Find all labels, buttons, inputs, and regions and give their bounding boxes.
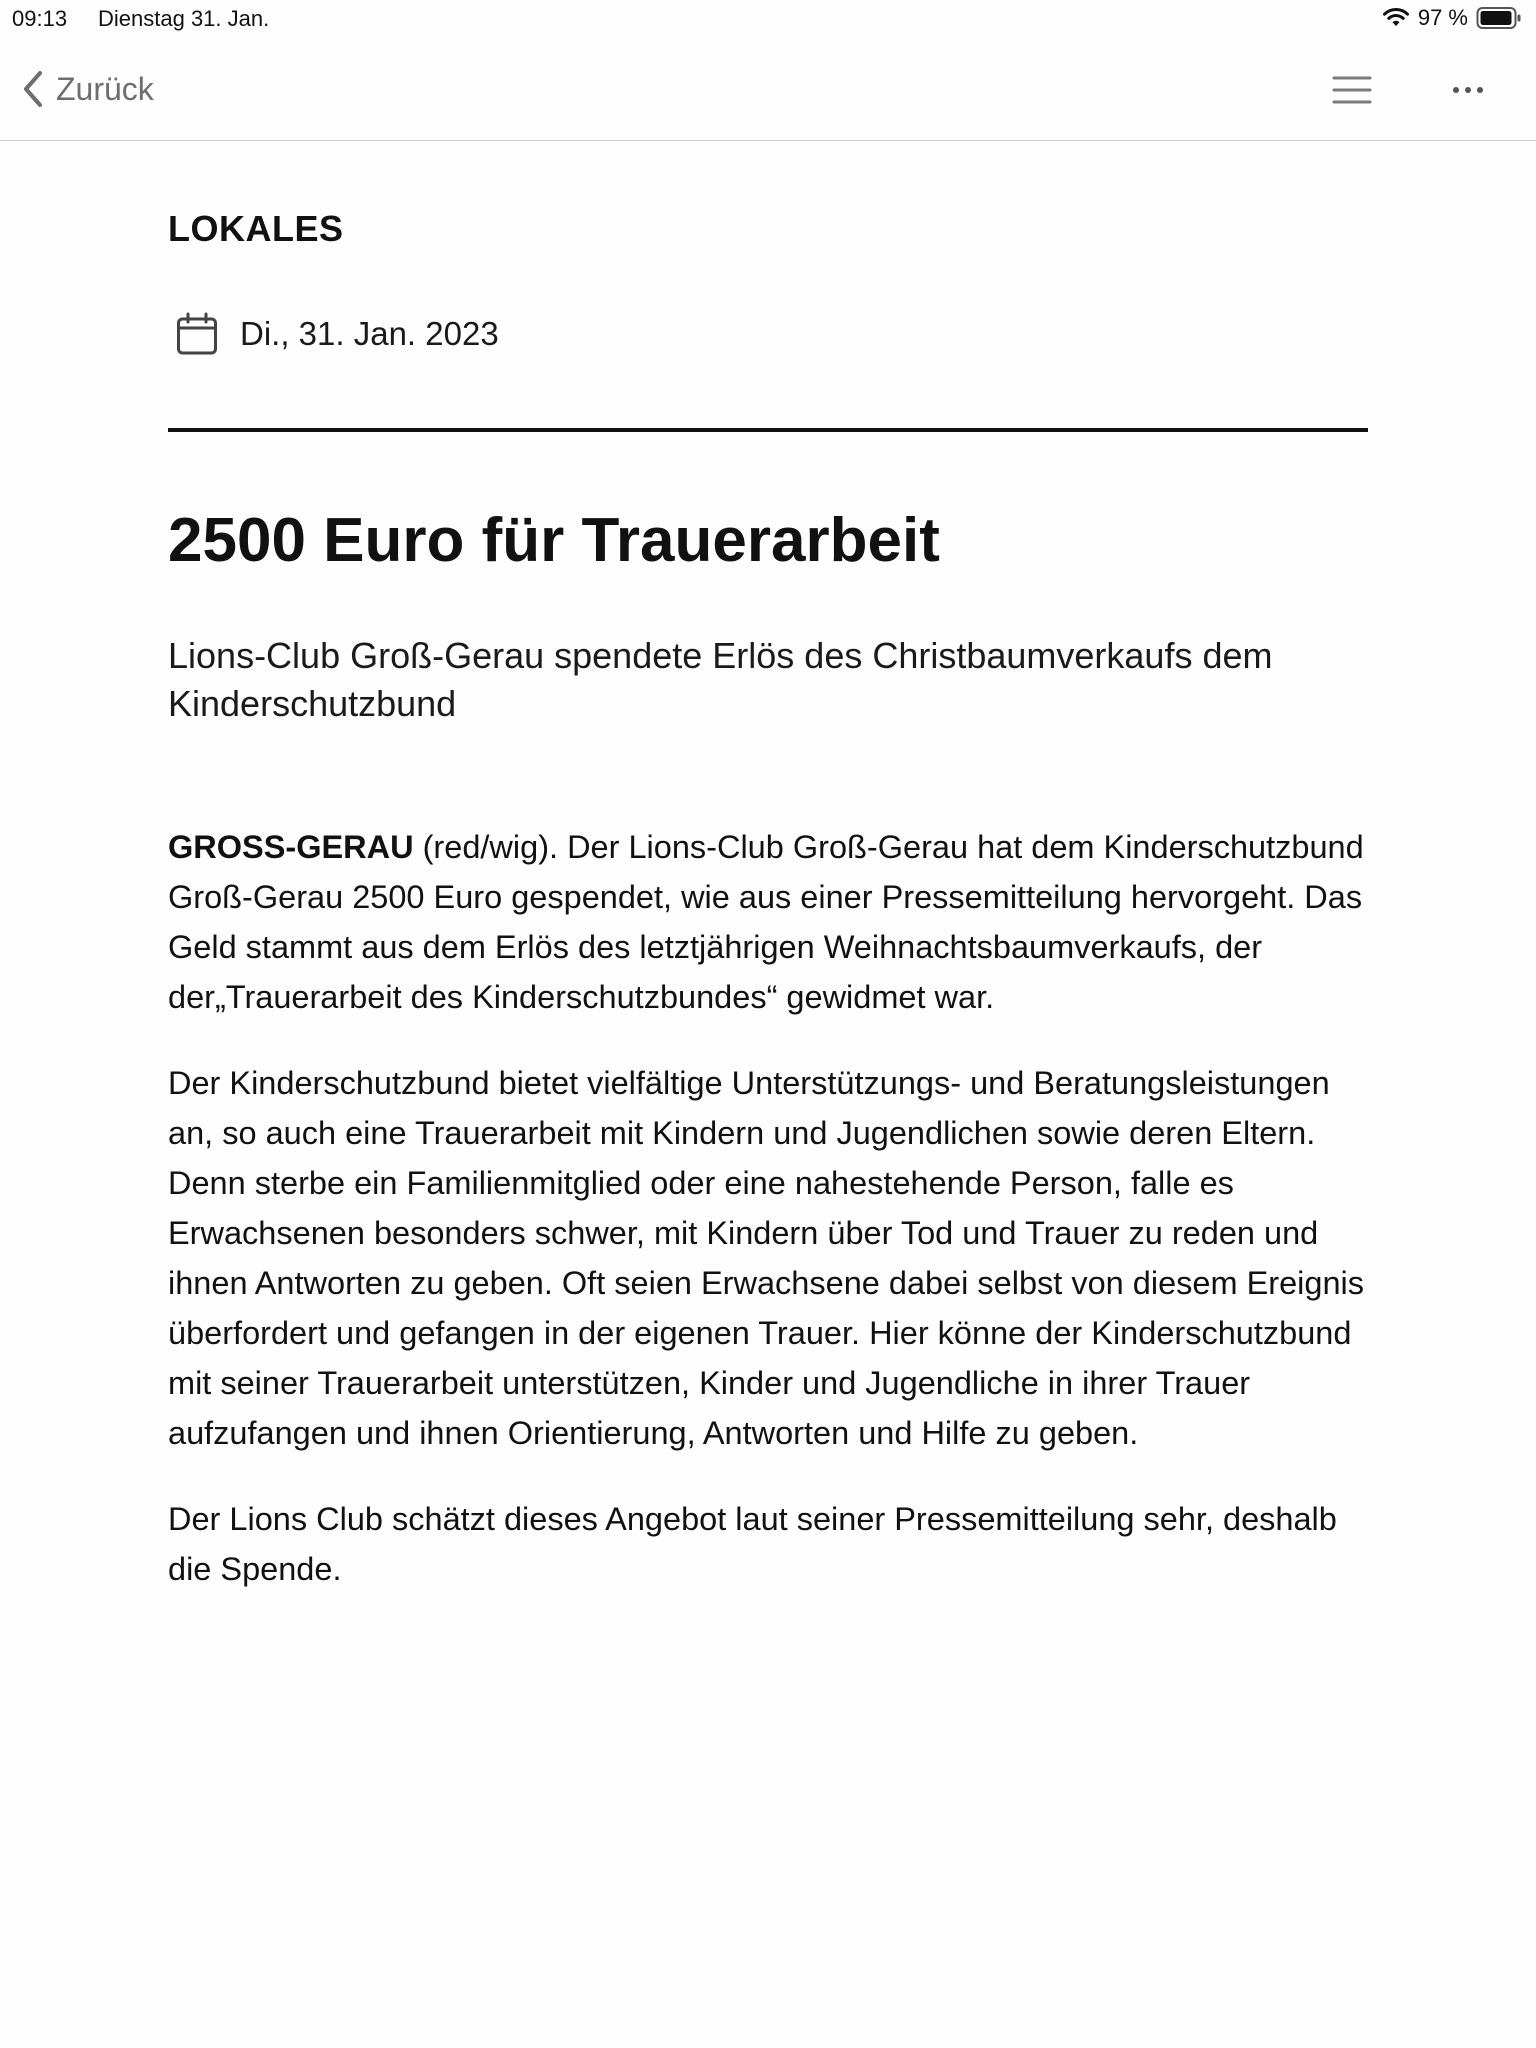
- back-button[interactable]: [22, 66, 154, 112]
- more-icon[interactable]: [1446, 68, 1490, 112]
- status-indicators: [1382, 5, 1522, 31]
- article-subheadline: Lions-Club Groß-Gerau spendete Erlös des Christbaumverkaufs dem Kinderschutzbund: [168, 635, 1273, 724]
- article-paragraph: Der Kinderschutzbund bietet vielfältige Unterstützungs- und Beratungsleistungen an, so auch eine Trauerarbeit mit Kindern und Jugendlichen sowie deren Eltern. Denn sterbe ein Familienmitglied oder eine nahestehende Person, falle es Erwachsenen besonders schwer, mit Kindern über Tod und Trauer zu reden und ihnen Antworten zu geben. Oft seien Erwachsene dabei selbst von diesem Ereignis überfordert und gefangen in der eigenen Trauer. Hier könne der Kinderschutzbund mit seiner Trauerarbeit unterstützen, Kinder und Jugendliche in ihrer Trauer aufzufangen und ihnen Orientierung, Antworten und Hilfe zu geben.: [168, 1065, 1364, 1451]
- dateline: GROSS-GERAU: [168, 829, 414, 865]
- article-headline: 2500 Euro für Trauerarbeit: [168, 506, 940, 575]
- wifi-icon: [1382, 7, 1410, 29]
- article-paragraph: Der Lions Club schätzt dieses Angebot laut seiner Pressemitteilung sehr, deshalb die Spende.: [168, 1501, 1337, 1587]
- battery-percent: 97 %: [1417, 5, 1468, 30]
- status-bar: [0, 0, 1536, 40]
- calendar-icon: [176, 312, 218, 356]
- article-body: [168, 822, 1368, 1630]
- publish-date-text: Di., 31. Jan. 2023: [240, 315, 499, 352]
- back-label: Zurück: [56, 70, 154, 107]
- navigation-bar: [0, 40, 1536, 141]
- table-of-contents-icon[interactable]: [1330, 68, 1374, 112]
- status-time: 09:13: [12, 6, 68, 31]
- status-date: Dienstag 31. Jan.: [98, 6, 270, 31]
- chevron-left-icon: [22, 69, 44, 109]
- article-paragraph: [168, 822, 1368, 1022]
- paragraph-text: (red/wig). Der Lions-Club Groß-Gerau hat dem Kinderschutzbund Groß-Gerau 2500 Euro gespendet, wie aus einer Pressemitteilung hervorgeht. Das Geld stammt aus dem Erlös des letztjährigen Weihnachtsbaumverkaufs, der der„Trauerarbeit des Kinderschutzbundes“ gewidmet war.: [168, 829, 1364, 1015]
- publish-date: [176, 312, 499, 356]
- header-divider: [168, 428, 1368, 432]
- battery-icon: [1476, 6, 1522, 30]
- section-label: LOKALES: [168, 208, 344, 249]
